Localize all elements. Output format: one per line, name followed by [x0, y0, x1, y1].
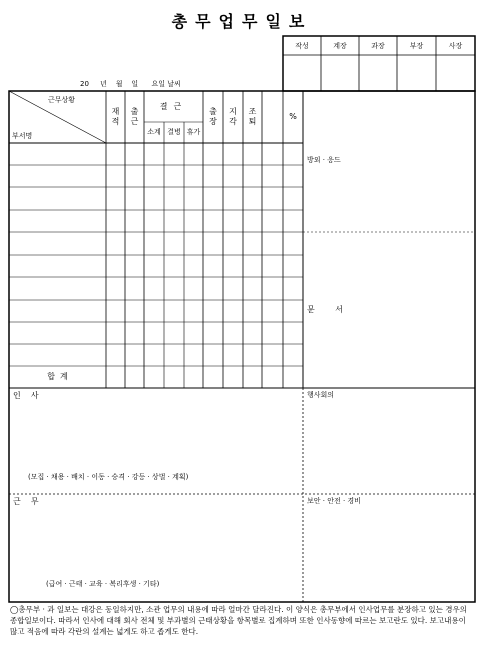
- form-footnote: ◯총무부 · 과 일보는 대강은 동일하지만, 소관 업무의 내용에 따라 얼마간 달라진다. 이 양식은 총무부에서 인사업무를 분장하고 있는 경우의 종합일보이다. 따라서 인사에 대해 회사 전체 및 부과별의 근태상황을 항목별로 집계하며 또한 인사동향에 따르는 보고란도 있다. 보고내용이 많고 적음에 따라 각란의 설계는 넓게도 하고 좁게도 한다.: [10, 605, 467, 636]
- approval-label-president: 사장: [448, 41, 463, 50]
- approval-signature-writer[interactable]: [283, 55, 321, 91]
- approval-signature-section-head[interactable]: [359, 55, 397, 91]
- approval-signature-department-head[interactable]: [397, 55, 436, 91]
- col-late: 지각: [229, 106, 237, 126]
- labor-section-hint: (급여 · 근태 · 교육 · 복리후생 · 기타): [46, 580, 160, 588]
- col-absent-sick: 결병: [167, 128, 181, 137]
- approval-signature-chief[interactable]: [321, 55, 359, 91]
- header-department: 부서명: [12, 132, 33, 140]
- approval-signature-president[interactable]: [436, 55, 475, 91]
- date-line: 20 년 월 일 요일 날씨: [80, 80, 181, 88]
- form-title: 총무업무일보: [171, 12, 313, 31]
- col-business-trip: 출장: [209, 106, 217, 126]
- header-work-status: 근무상황: [48, 96, 76, 104]
- col-absent-leave: 휴가: [186, 128, 201, 137]
- col-absent-subtotal: 소계: [147, 128, 161, 137]
- total-row-label: 합 계: [47, 372, 68, 382]
- col-early-leave: 조퇴: [248, 106, 257, 126]
- side-documents-label: 문 서: [307, 305, 343, 314]
- approval-label-writer: 작성: [295, 41, 309, 50]
- side-events-label: 행사회의: [307, 391, 335, 399]
- approval-label-section-head: 과장: [371, 41, 385, 50]
- approval-label-department-head: 부장: [409, 41, 424, 50]
- approval-label-chief: 계장: [333, 41, 347, 50]
- personnel-section-hint: (모집 · 채용 · 배치 · 이동 · 승격 · 강등 · 상벌 · 계획): [28, 473, 189, 481]
- labor-section-title: 근 무: [13, 497, 39, 506]
- personnel-section-title: 인 사: [13, 391, 39, 400]
- col-absent: 결근: [159, 101, 188, 111]
- col-staff: 재적: [111, 106, 120, 126]
- side-visitors-label: 방외 · 응드: [307, 156, 341, 164]
- col-present: 출근: [130, 106, 139, 126]
- col-percent: %: [289, 112, 297, 122]
- side-security-label: 보안 · 안전 · 경비: [307, 497, 361, 505]
